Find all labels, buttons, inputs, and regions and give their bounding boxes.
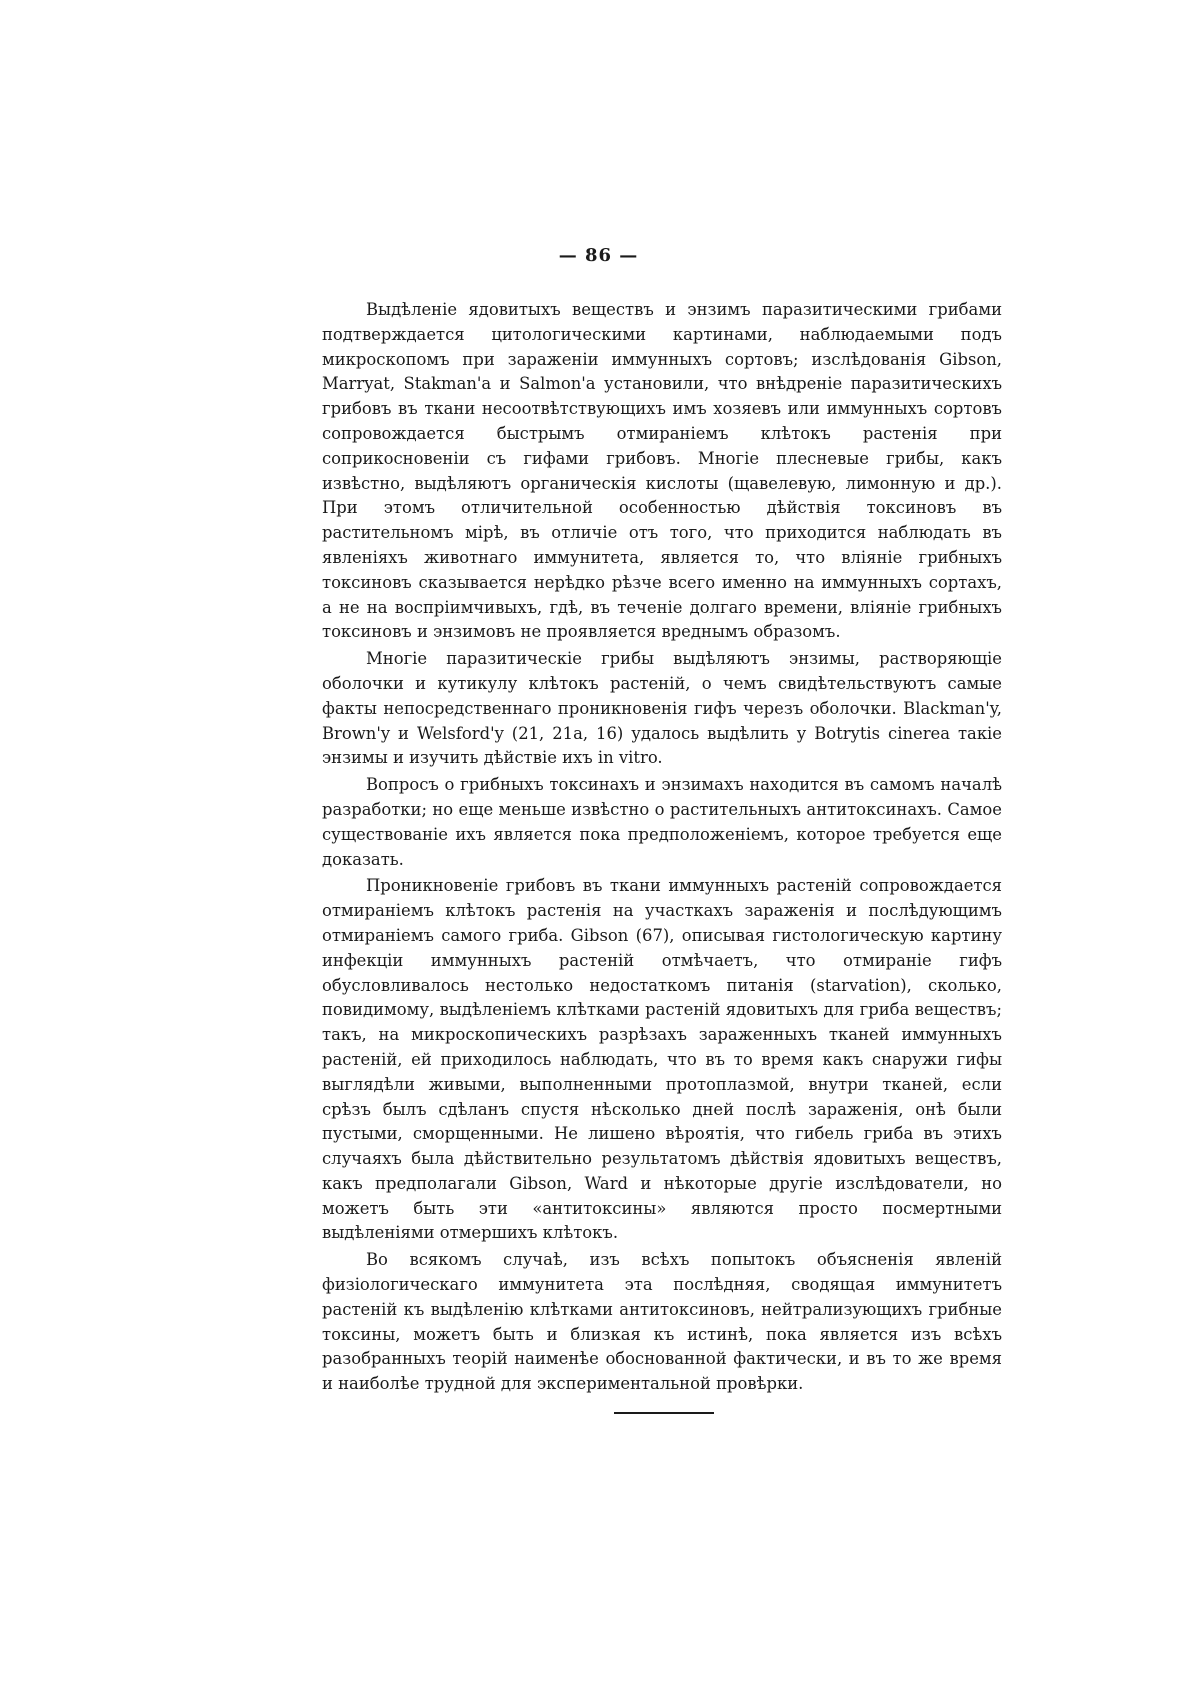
paragraph-fungal-penetration: Проникновеніе грибовъ въ ткани иммунныхъ растеній сопровождается отмираніемъ клѣтокъ растенія на участкахъ зараженія и послѣдующимъ отмираніемъ самого гриба. Gibson (67), описывая гистологическую картину инфекціи иммунныхъ растеній отмѣчаетъ, что отмираніе гифъ обусловливалось нестолько недостаткомъ питанія (starvation), сколько, повидимому, выдѣленіемъ клѣтками растеній ядовитыхъ для гриба веществъ; такъ, на микроскопическихъ разрѣзахъ зараженныхъ тканей иммунныхъ растеній, ей приходилось наблюдать, что въ то время какъ снаружи гифы выглядѣли живыми, выполненными протоплазмой, внутри тканей, если срѣзъ былъ сдѣланъ спустя нѣсколько дней послѣ зараженія, онѣ были пустыми, сморщенными. Не лишено вѣроятія, что гибель гриба въ этихъ случаяхъ была дѣйствительно результатомъ дѣйствія ядовитыхъ веществъ, какъ предполагали Gibson, Ward и нѣкоторые другіе изслѣдователи, но можетъ быть эти «антитоксины» являются просто посмертными выдѣленіями отмершихъ клѣтокъ. bbox=[322, 876, 1002, 1243]
body-text bbox=[322, 298, 1002, 1397]
paragraph-toxins-enzymes: Выдѣленіе ядовитыхъ веществъ и энзимъ паразитическими грибами подтверждается цитологическими картинами, наблюдаемыми подъ микроскопомъ при зараженіи иммунныхъ сортовъ; изслѣдованія Gibson, Marryat, Stakman'a и Salmon'a установили, что внѣдреніе паразитическихъ грибовъ въ ткани несоотвѣтствующихъ имъ хозяевъ или иммунныхъ сортовъ сопровождается быстрымъ отмираніемъ клѣтокъ растенія при соприкосновеніи съ гифами грибовъ. Многіе плесневые грибы, какъ извѣстно, выдѣляютъ органическія кислоты (щавелевую, лимонную и др.). При этомъ отличительной особенностью дѣйствія токсиновъ въ растительномъ мірѣ, въ отличіе отъ того, что приходится наблюдать въ явленіяхъ животнаго иммунитета, является то, что вліяніе грибныхъ токсиновъ сказывается нерѣдко рѣзче всего именно на иммунныхъ сортахъ, а не на воспріимчивыхъ, гдѣ, въ теченіе долгаго времени, вліяніе грибныхъ токсиновъ и энзимовъ не проявляется вреднымъ образомъ. bbox=[322, 300, 1002, 642]
paragraph-antitoxins-question: Вопросъ о грибныхъ токсинахъ и энзимахъ находится въ самомъ началѣ разработки; но еще меньше извѣстно о растительныхъ антитоксинахъ. Самое существованіе ихъ является пока предположеніемъ, которое требуется еще доказать. bbox=[322, 775, 1002, 869]
page-number: — 86 — bbox=[558, 245, 639, 266]
paragraph-conclusion: Во всякомъ случаѣ, изъ всѣхъ попытокъ объясненія явленій физіологическаго иммунитета эта послѣдняя, сводящая иммунитетъ растеній къ выдѣленію клѣтками антитоксиновъ, нейтрализующихъ грибные токсины, можетъ быть и близкая къ истинѣ, пока является изъ всѣхъ разобранныхъ теорій наименѣе обоснованной фактически, и въ то же время и наиболѣе трудной для экспериментальной провѣрки. bbox=[322, 1250, 1002, 1394]
section-end-rule bbox=[614, 1412, 714, 1414]
paragraph-parasitic-enzymes: Многіе паразитическіе грибы выдѣляютъ энзимы, растворяющіе оболочки и кутикулу клѣтокъ растеній, о чемъ свидѣтельствуютъ самые факты непосредственнаго проникновенія гифъ черезъ оболочки. Blackman'y, Brown'y и Welsford'y (21, 21a, 16) удалось выдѣлить у Botrytis cinerea такіе энзимы и изучить дѣйствіе ихъ in vitro. bbox=[322, 649, 1002, 768]
